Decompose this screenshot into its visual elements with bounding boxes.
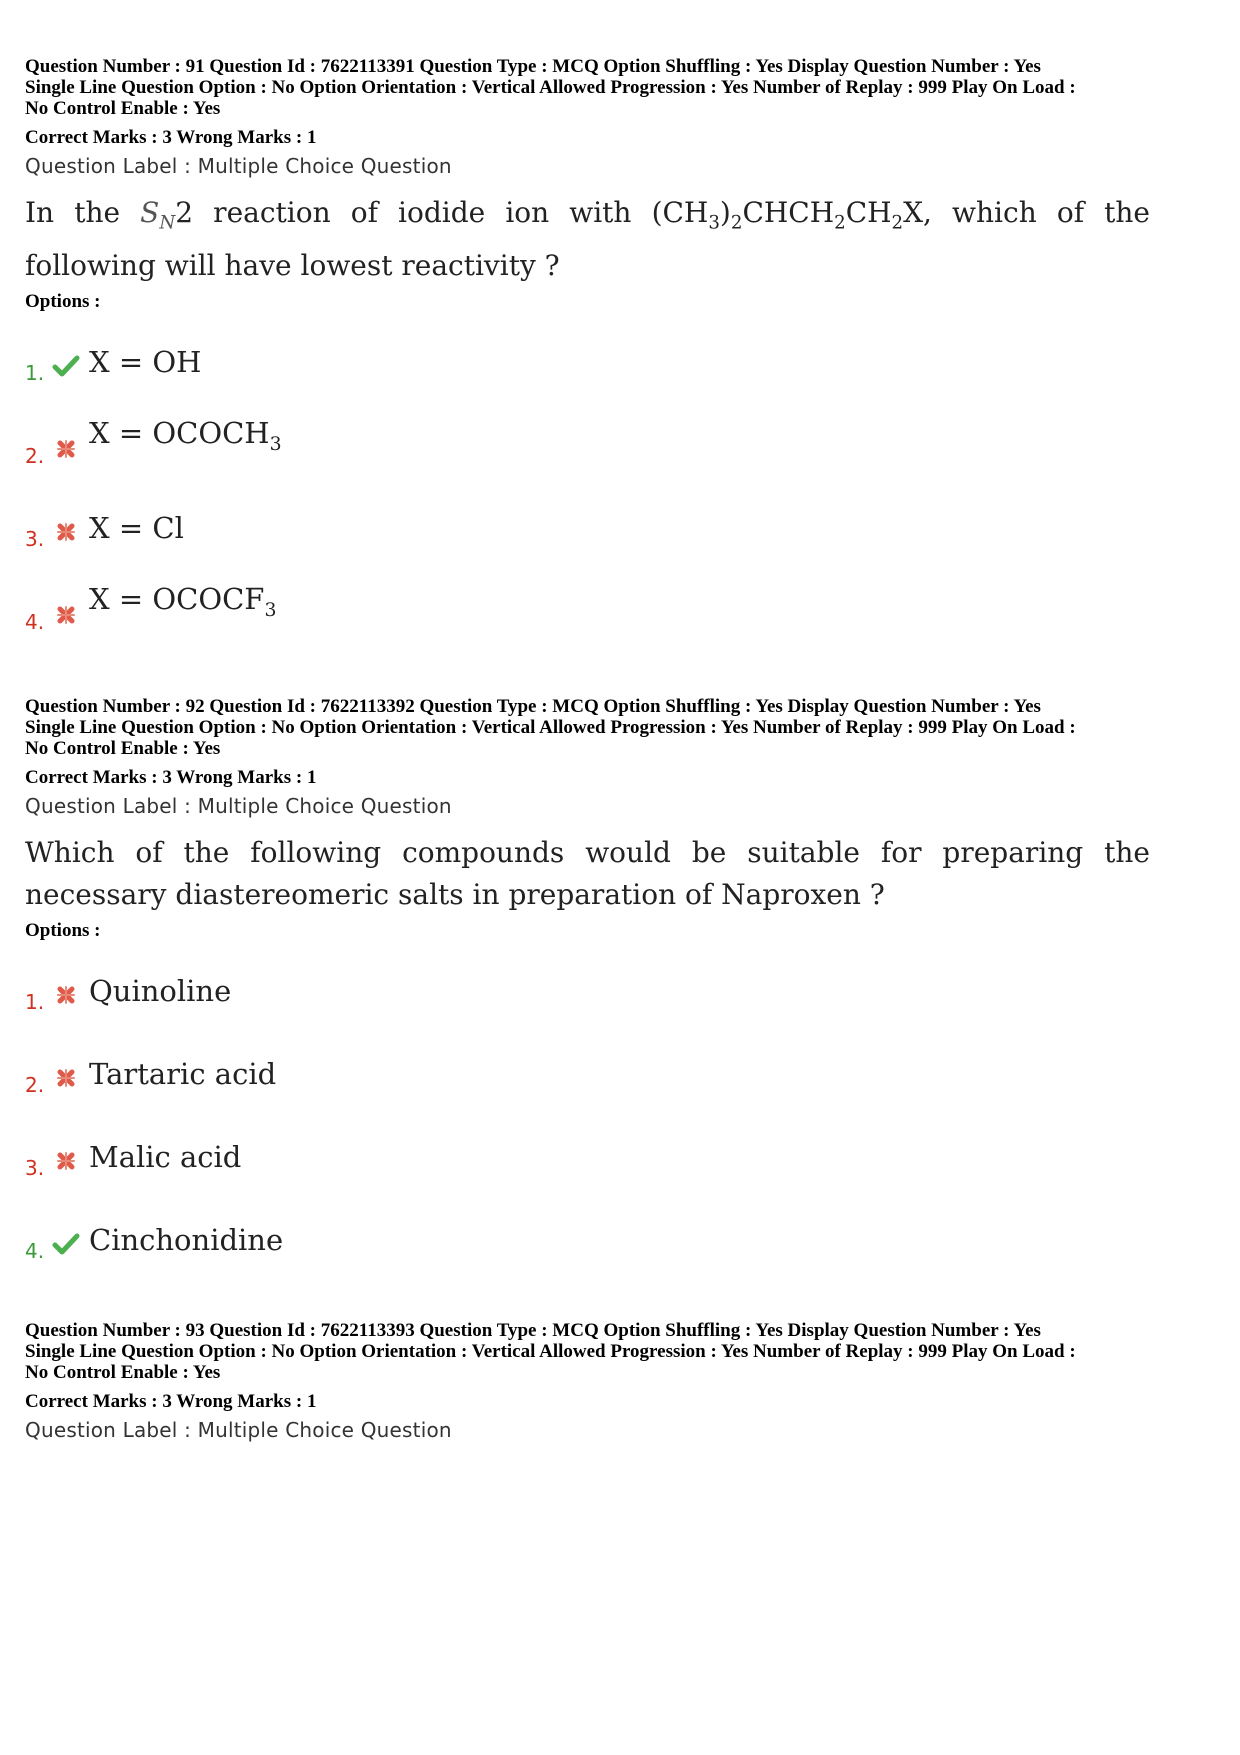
question-meta-line: Single Line Question Option : No Option Orientation : Vertical Allowed Progression : Yes Number of Replay : 999 Play On Load : <box>25 77 1076 98</box>
question-meta-line: No Control Enable : Yes <box>25 98 221 119</box>
correct-tick-icon <box>51 1229 81 1259</box>
option-item <box>25 406 1220 468</box>
wrong-cross-icon <box>51 434 81 464</box>
question-meta-line: Question Number : 92 Question Id : 7622113392 Question Type : MCQ Option Shuffling : Yes Display Question Number : Yes <box>25 696 1041 717</box>
question-label: Question Label : Multiple Choice Question <box>25 154 452 178</box>
wrong-cross-icon <box>51 1063 81 1093</box>
option-number: 2. <box>25 1073 45 1097</box>
options-heading: Options : <box>25 290 101 312</box>
option-number: 3. <box>25 526 45 551</box>
option-item <box>25 1118 1220 1180</box>
correct-tick-icon <box>51 351 81 381</box>
question-meta-line: Single Line Question Option : No Option Orientation : Vertical Allowed Progression : Yes Number of Replay : 999 Play On Load : <box>25 1341 1076 1362</box>
option-text: Malic acid <box>89 1140 242 1174</box>
option-item <box>25 1201 1220 1263</box>
question-text: In the $S_N2$ reaction of iodide ion with $(CH_3)_2CHCH_2CH_2X$, which of the following will have lowest reactivity ? <box>25 196 1151 282</box>
question-meta-line: No Control Enable : Yes <box>25 1362 221 1383</box>
options-heading: Options : <box>25 920 101 941</box>
option-number: 4. <box>25 609 45 634</box>
question-91 <box>25 56 1220 655</box>
question-marks: Correct Marks : 3 Wrong Marks : 1 <box>25 767 317 788</box>
option-text: Cinchonidine <box>89 1223 284 1257</box>
option-item <box>25 323 1220 385</box>
question-meta-line: Question Number : 93 Question Id : 7622113393 Question Type : MCQ Option Shuffling : Yes Display Question Number : Yes <box>25 1320 1041 1341</box>
option-text: Tartaric acid <box>89 1057 277 1091</box>
option-number: 1. <box>25 360 45 385</box>
option-number: 1. <box>25 990 45 1014</box>
question-meta-line: Single Line Question Option : No Option Orientation : Vertical Allowed Progression : Yes Number of Replay : 999 Play On Load : <box>25 717 1076 738</box>
option-item <box>25 1035 1220 1097</box>
options-list <box>25 323 1220 634</box>
wrong-cross-icon <box>51 980 81 1010</box>
option-item <box>25 572 1220 634</box>
option-number: 3. <box>25 1156 45 1180</box>
option-text: X = OH <box>89 344 202 379</box>
wrong-cross-icon <box>51 1146 81 1176</box>
option-text: $X = OCOCF_3$ <box>89 581 277 621</box>
question-meta-line: Question Number : 91 Question Id : 7622113391 Question Type : MCQ Option Shuffling : Yes Display Question Number : Yes <box>25 56 1041 77</box>
option-number: 2. <box>25 443 45 468</box>
option-number: 4. <box>25 1239 45 1263</box>
options-list <box>25 952 1220 1263</box>
question-label: Question Label : Multiple Choice Question <box>25 794 452 818</box>
option-item <box>25 952 1220 1014</box>
question-meta-line: No Control Enable : Yes <box>25 738 221 759</box>
question-92 <box>25 696 1220 1284</box>
question-text: Which of the following compounds would be suitable for preparing the necessary diastereomeric salts in preparation of Naproxen ? <box>25 836 1150 911</box>
wrong-cross-icon <box>51 600 81 630</box>
option-item <box>25 489 1220 551</box>
wrong-cross-icon <box>51 517 81 547</box>
question-marks: Correct Marks : 3 Wrong Marks : 1 <box>25 1391 317 1412</box>
option-text: Quinoline <box>89 974 232 1008</box>
question-label: Question Label : Multiple Choice Question <box>25 1418 452 1442</box>
option-text: $X = OCOCH_3$ <box>89 415 282 455</box>
question-marks: Correct Marks : 3 Wrong Marks : 1 <box>25 127 317 148</box>
question-93 <box>25 1320 1220 1442</box>
option-text: X = Cl <box>89 510 184 545</box>
